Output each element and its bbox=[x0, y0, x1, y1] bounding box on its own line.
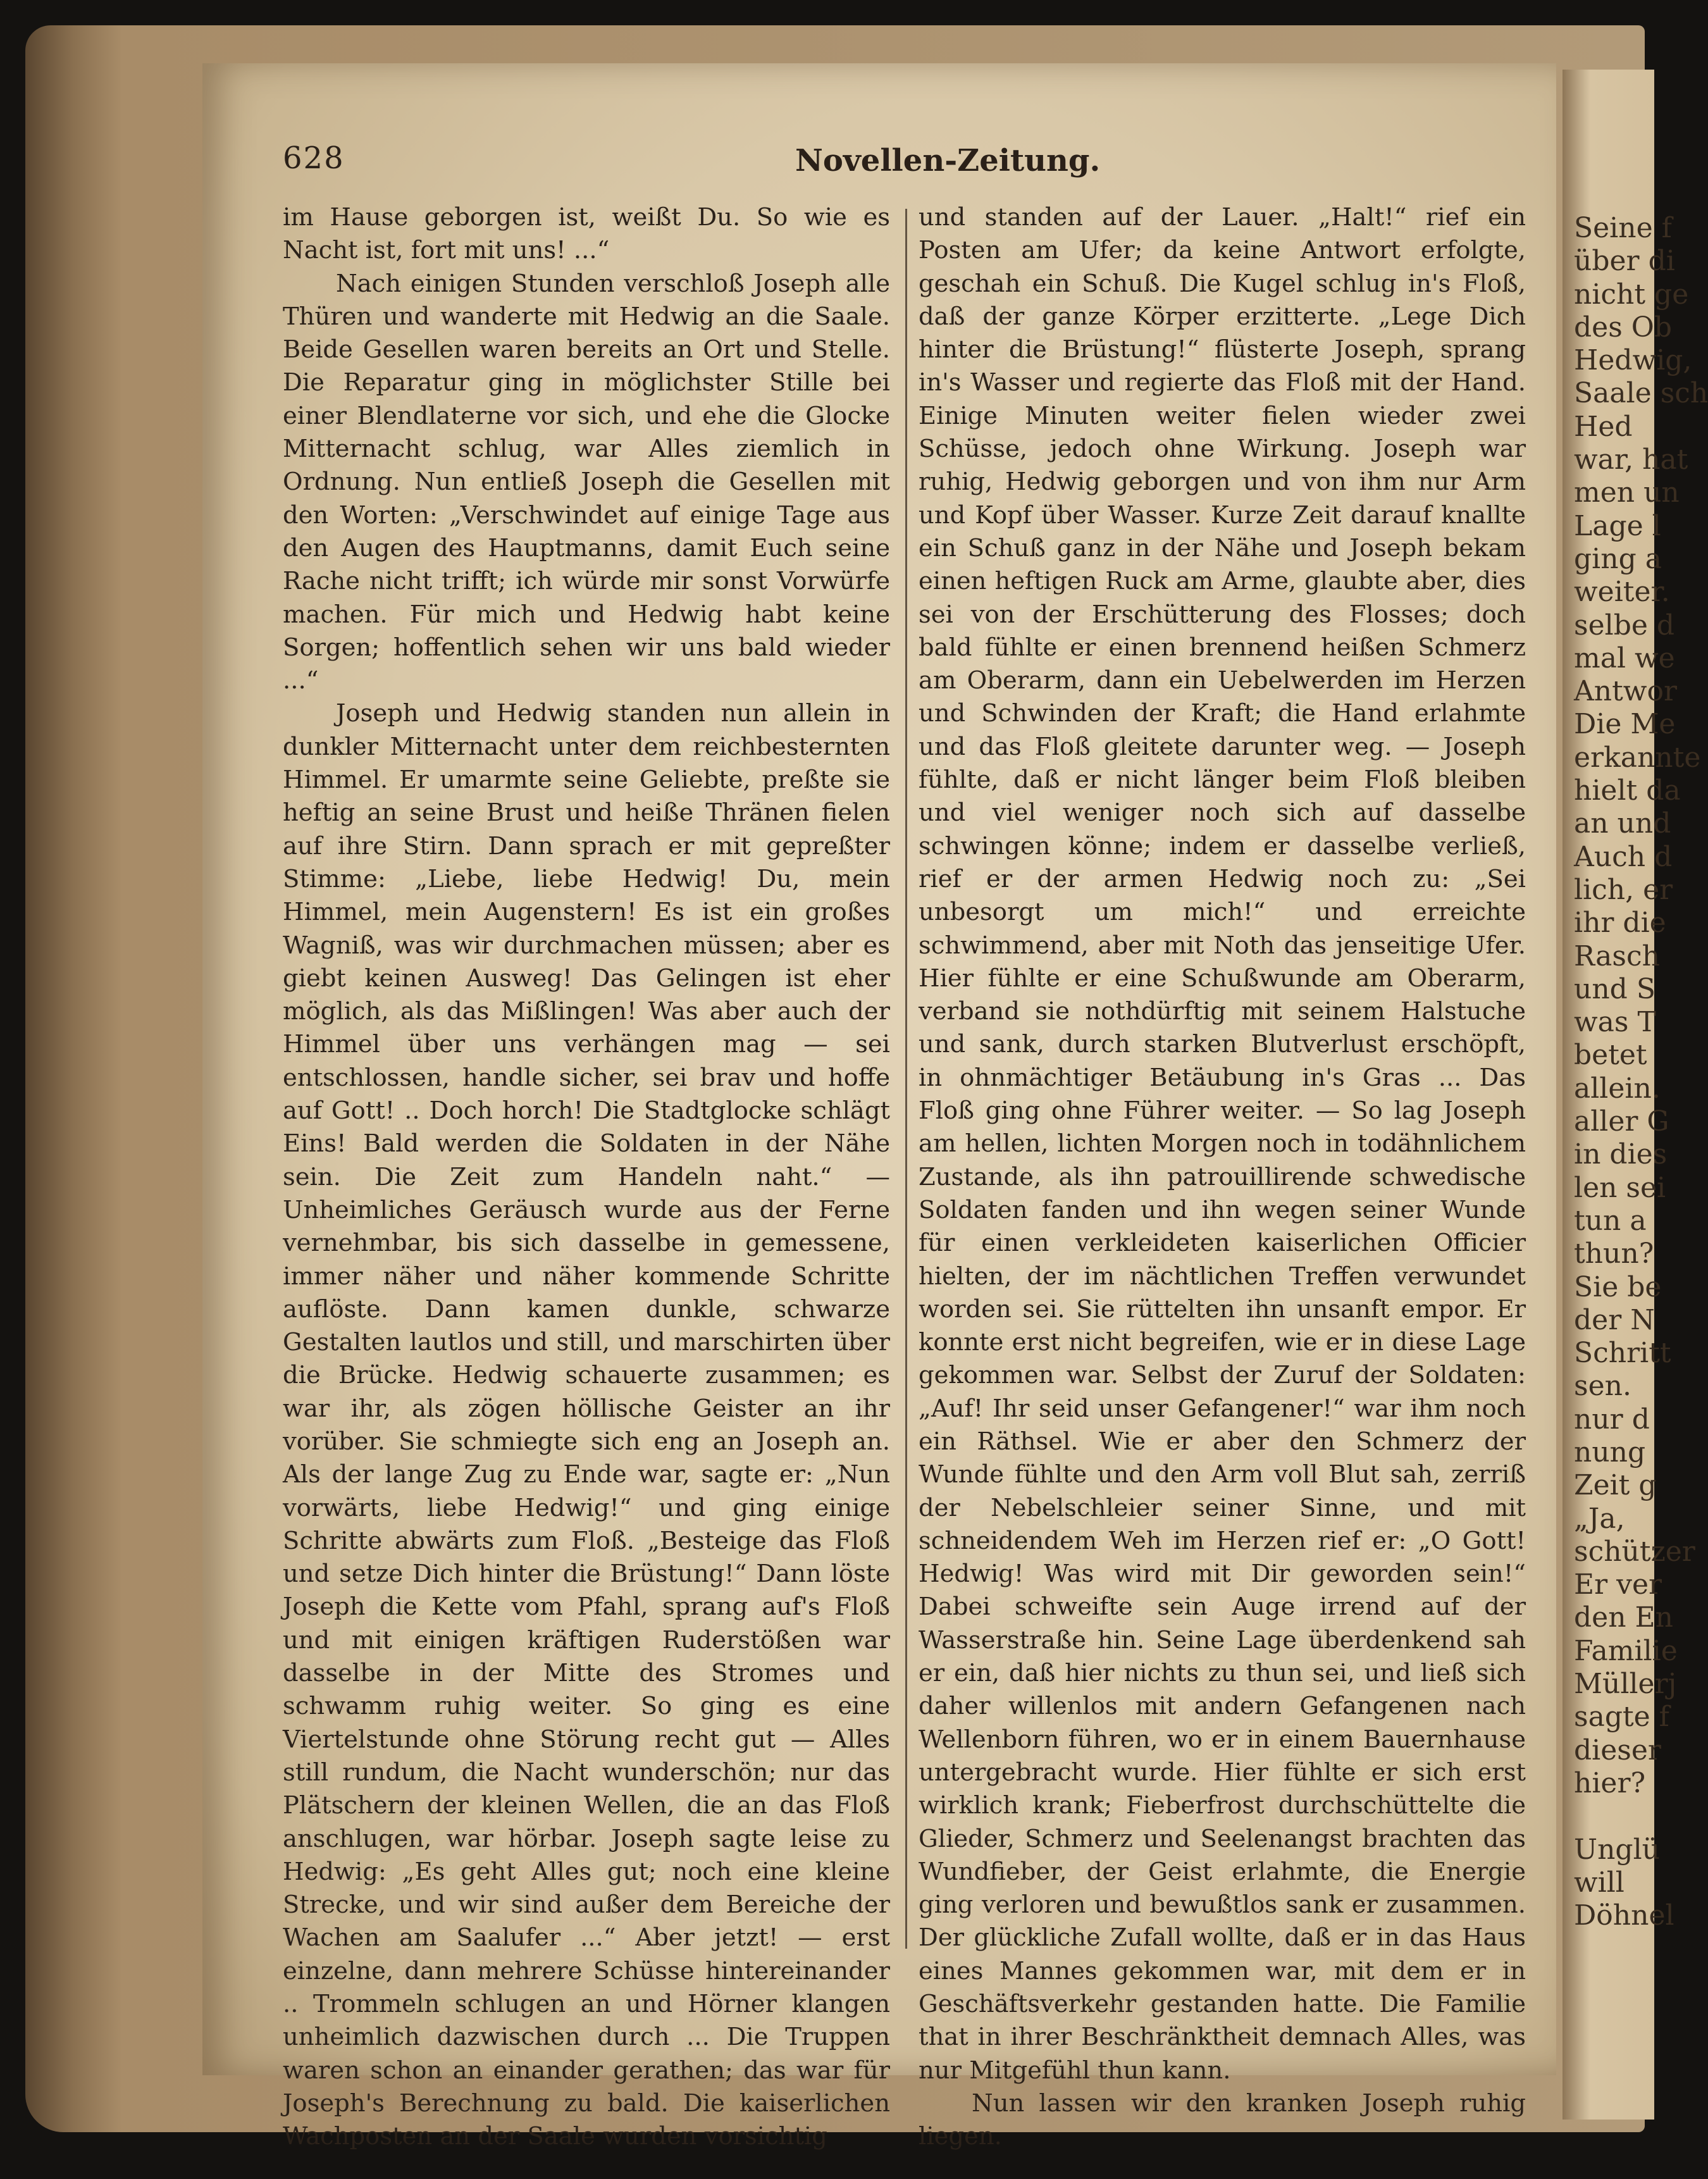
adjacent-page-line: nung bbox=[1574, 1436, 1646, 1468]
adjacent-page-line: Zeit g bbox=[1574, 1469, 1657, 1502]
running-title: Novellen-Zeitung. bbox=[795, 143, 1101, 178]
adjacent-page-line: an und bbox=[1574, 807, 1671, 840]
adjacent-page-line: men un bbox=[1574, 476, 1680, 509]
adjacent-page-line: lich, er bbox=[1574, 873, 1673, 906]
adjacent-page-line: hier? bbox=[1574, 1766, 1646, 1799]
adjacent-page-line: Schritt bbox=[1574, 1337, 1671, 1370]
adjacent-page-line: was T bbox=[1574, 1006, 1656, 1039]
adjacent-page-line: schützer bbox=[1574, 1535, 1695, 1568]
adjacent-page-line: und S bbox=[1574, 972, 1655, 1005]
adjacent-page-line: Antwor bbox=[1574, 675, 1677, 708]
paragraph: Nach einigen Stunden verschloß Joseph alle Thüren und wanderte mit Hedwig an die Saale. Beide Gesellen waren bereits an Ort und Stelle. Die Reparatur ging in möglichster Stille bei einer Blendlaterne vor sich, und ehe die Glocke Mitternacht schlug, war Alles ziemlich in Ordnung. Nun entließ Joseph die Gesellen mit den Worten: „Verschwindet auf einige Tage aus den Augen des Hauptmanns, damit Euch seine Rache nicht trifft; ich würde mir sonst Vorwürfe machen. Für mich und Hedwig habt keine Sorgen; hoffentlich sehen wir uns bald wieder ...“ bbox=[283, 269, 890, 695]
paragraph: Nun lassen wir den kranken Joseph ruhig liegen. bbox=[919, 2089, 1526, 2151]
adjacent-page-line: len sei bbox=[1574, 1171, 1666, 1204]
adjacent-page-line: will bbox=[1574, 1866, 1624, 1899]
text-column-left bbox=[283, 201, 890, 2154]
adjacent-page-line: Döhnel bbox=[1574, 1899, 1674, 1932]
adjacent-page-line: über di bbox=[1574, 245, 1675, 278]
page-number: 628 bbox=[283, 140, 345, 176]
adjacent-page-line: allein. bbox=[1574, 1072, 1661, 1105]
adjacent-page-line: den En bbox=[1574, 1601, 1673, 1634]
adjacent-page-line: Familie bbox=[1574, 1634, 1678, 1667]
adjacent-page-line: Seine f bbox=[1574, 212, 1672, 244]
adjacent-page-line: Die Me bbox=[1574, 708, 1676, 741]
adjacent-page-line: Saale sch bbox=[1574, 377, 1708, 410]
page-header bbox=[283, 140, 1101, 185]
adjacent-page-line: nicht ge bbox=[1574, 278, 1689, 311]
adjacent-page-line: Sie be bbox=[1574, 1270, 1662, 1303]
adjacent-page-line: Rasch bbox=[1574, 940, 1660, 972]
paragraph: und standen auf der Lauer. „Halt!“ rief ein Posten am Ufer; da keine Antwort erfolgte, geschah ein Schuß. Die Kugel schlug in's Floß, daß der ganze Körper erzitterte. „Lege Dich hinter die Brüstung!“ flüsterte Joseph, sprang in's Wasser und regierte das Floß mit der Hand. Einige Minuten weiter fielen wieder zwei Schüsse, jedoch ohne Wirkung. Joseph war ruhig, Hedwig geborgen und von ihm nur Arm und Kopf über Wasser. Kurze Zeit darauf knallte ein Schuß ganz in der Nähe und Joseph bekam einen heftigen Ruck am Arme, glaubte aber, dies sei von der Erschütterung des Flosses; doch bald fühlte er einen brennend heißen Schmerz am Oberarm, dann ein Uebelwerden im Herzen und Schwinden der Kraft; die Hand erlahmte und das Floß gleitete darunter weg. — Joseph fühlte, daß er nicht länger beim Floß bleiben und viel weniger noch sich auf dasselbe schwingen könne; indem er dasselbe verließ, rief er der armen Hedwig noch zu: „Sei unbesorgt um mich!“ und erreichte schwimmend, aber mit Noth das jenseitige Ufer. Hier fühlte er eine Schußwunde am Oberarm, verband sie nothdürftig mit seinem Halstuche und sank, durch starken Blutverlust erschöpft, in ohnmächtiger Betäubung in's Gras ... Das Floß ging ohne Führer weiter. — So lag Joseph am hellen, lichten Morgen noch in todähnlichem Zustande, als ihn patrouillirende schwedische Soldaten fanden und ihn wegen seiner Wunde für einen verkleideten kaiserlichen Officier hielten, der im nächtlichen Treffen verwundet worden sei. Sie rüttelten ihn unsanft empor. Er konnte erst nicht begreifen, wie er in diese Lage gekommen war. Selbst der Zuruf der Soldaten: „Auf! Ihr seid unser Gefangener!“ war ihm noch ein Räthsel. Wie er aber den Schmerz der Wunde fühlte und den Arm voll Blut sah, zerriß der Nebelschleier seiner Sinne, und mit schneidendem Weh im Herzen rief er: „O Gott! Hedwig! Was wird mit Dir geworden sein!“ Dabei schweifte sein Auge irrend auf der Wasserstraße hin. Seine Lage überdenkend sah er ein, daß hier nichts zu thun sei, und ließ sich daher willenlos mit andern Gefangenen nach Wellenborn führen, wo er in einem Bauernhause untergebracht wurde. Hier fühlte er sich erst wirklich krank; Fieberfrost durchschüttelte die Glieder, Schmerz und Seelenangst brachten das Wundfieber, der Geist erlahmte, die Energie ging verloren und bewußtlos sank er zusammen. Der glückliche Zufall wollte, daß er in das Haus eines Mannes gekommen war, mit dem er in Geschäftsverkehr gestanden hatte. Die Familie that in ihrer Beschränktheit demnach Alles, was nur Mitgefühl thun kann. bbox=[919, 203, 1526, 2085]
adjacent-page-line: Er ver bbox=[1574, 1568, 1662, 1601]
column-divider bbox=[905, 209, 907, 1949]
adjacent-page-line: ihr die bbox=[1574, 907, 1666, 940]
paragraph: Joseph und Hedwig standen nun allein in dunkler Mitternacht unter dem reichbesternten Himmel. Er umarmte seine Geliebte, preßte sie heftig an seine Brust und heiße Thränen fielen auf ihre Stirn. Dann sprach er mit gepreßter Stimme: „Liebe, liebe Hedwig! Du, mein Himmel, mein Augenstern! Es ist ein großes Wagniß, was wir durchmachen müssen; aber es giebt keinen Ausweg! Das Gelingen ist eher möglich, als das Mißlingen! Was aber auch der Himmel über uns verhängen mag — sei entschlossen, handle sicher, sei brav und hoffe auf Gott! .. Doch horch! Die Stadtglocke schlägt Eins! Bald werden die Soldaten in der Nähe sein. Die Zeit zum Handeln naht.“ — Unheimliches Geräusch wurde aus der Ferne vernehmbar, bis sich dasselbe in gemessene, immer näher und näher kommende Schritte auflöste. Dann kamen dunkle, schwarze Gestalten lautlos und still, und marschirten über die Brücke. Hedwig schauerte zusammen; es war ihr, als zögen höllische Geister an ihr vorüber. Sie schmiegte sich eng an Joseph an. Als der lange Zug zu Ende war, sagte er: „Nun vorwärts, liebe Hedwig!“ und ging einige Schritte abwärts zum Floß. „Besteige das Floß und setze Dich hinter die Brüstung!“ Dann löste Joseph die Kette vom Pfahl, sprang auf's Floß und mit einigen kräftigen Ruderstößen war dasselbe in der Mitte des Stromes und schwamm ruhig weiter. So ging es eine Viertelstunde ohne Störung recht gut — Alles still rundum, die Nacht wunderschön; nur das Plätschern der kleinen Wellen, die an das Floß anschlugen, war hörbar. Joseph sagte leise zu Hedwig: „Es geht Alles gut; noch eine kleine Strecke, und wir sind außer dem Bereiche der Wachen am Saalufer ...“ Aber jetzt! — erst einzelne, dann mehrere Schüsse hintereinander .. Trommeln schlugen an und Hörner klangen unheimlich dazwischen durch ... Die Truppen waren schon an einander gerathen; das war für Joseph's Berechnung zu bald. Die kaiserlichen Wachposten an der Saale wurden vorsichtig bbox=[283, 699, 890, 2151]
adjacent-page-line: Hedwig, bbox=[1574, 344, 1692, 377]
adjacent-page-line: mal we bbox=[1574, 642, 1675, 674]
adjacent-page-line: sen. bbox=[1574, 1370, 1631, 1403]
adjacent-page-line: sagte f bbox=[1574, 1701, 1669, 1734]
adjacent-page-line: hielt da bbox=[1574, 774, 1681, 807]
adjacent-page-line: in dies bbox=[1574, 1138, 1668, 1171]
adjacent-page-line: Hed bbox=[1574, 410, 1633, 443]
adjacent-page-line: aller G bbox=[1574, 1105, 1669, 1138]
adjacent-page-line: betet bbox=[1574, 1039, 1647, 1072]
adjacent-page-line: nur d bbox=[1574, 1403, 1650, 1436]
adjacent-page-line: Auch d bbox=[1574, 840, 1673, 873]
adjacent-page-text bbox=[1563, 70, 1708, 1932]
adjacent-page-line: war, hat bbox=[1574, 444, 1688, 476]
adjacent-page-line: des Ob bbox=[1574, 311, 1673, 344]
adjacent-page-line: Müllerj bbox=[1574, 1668, 1677, 1701]
adjacent-page-line: tun a bbox=[1574, 1204, 1647, 1237]
adjacent-page-line: dieser bbox=[1574, 1734, 1661, 1766]
adjacent-page-line bbox=[1574, 1800, 1654, 1833]
adjacent-page-line: Lage l bbox=[1574, 509, 1661, 542]
paragraph: im Hause geborgen ist, weißt Du. So wie es Nacht ist, fort mit uns! ...“ bbox=[283, 203, 890, 265]
text-column-right bbox=[919, 201, 1526, 2154]
adjacent-page-line: erkannte bbox=[1574, 741, 1701, 774]
adjacent-page-line: der N bbox=[1574, 1303, 1655, 1336]
adjacent-page-line: Unglü bbox=[1574, 1833, 1660, 1866]
adjacent-page-line: weiter. bbox=[1574, 576, 1670, 609]
adjacent-page-line: „Ja, bbox=[1574, 1502, 1625, 1535]
adjacent-page-line: ging a bbox=[1574, 542, 1662, 575]
adjacent-page-line: thun? bbox=[1574, 1238, 1654, 1270]
adjacent-page-line: selbe d bbox=[1574, 609, 1675, 642]
adjacent-page-edge bbox=[1563, 70, 1708, 2120]
